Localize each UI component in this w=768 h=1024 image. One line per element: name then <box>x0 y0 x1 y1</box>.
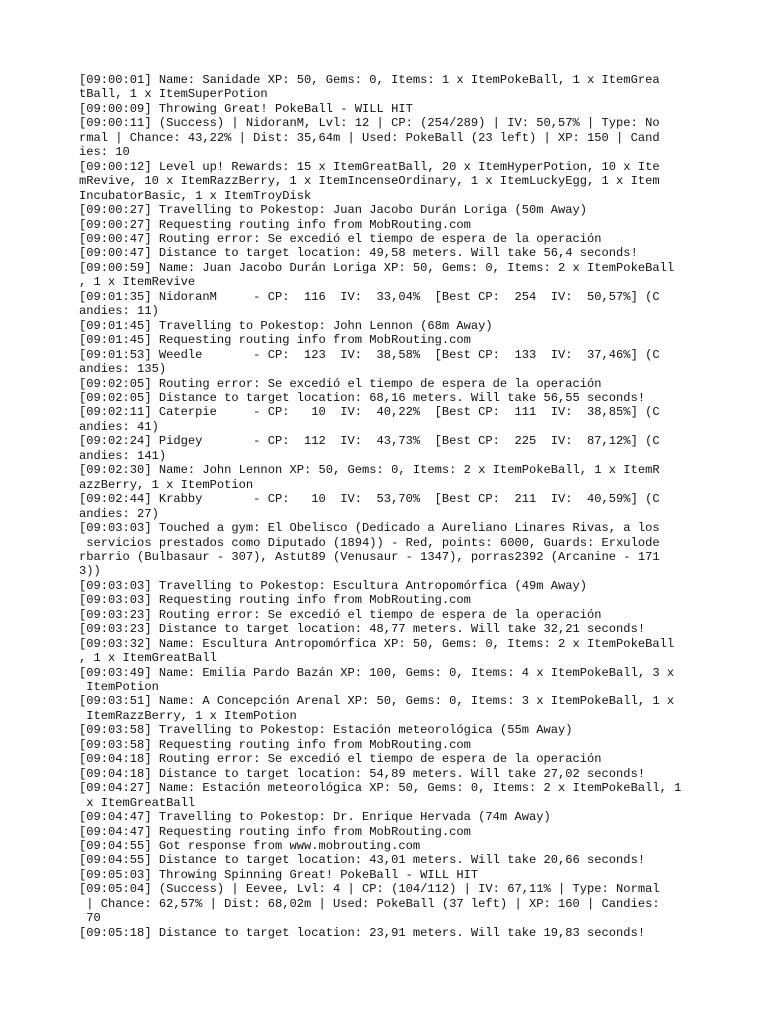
log-line: servicios prestados como Diputado (1894)) - Red, points: 6000, Guards: Erxulode <box>79 535 660 550</box>
log-line: andies: 41) <box>79 419 159 434</box>
log-line: [09:03:03] Touched a gym: El Obelisco (Dedicado a Aureliano Linares Rivas, a los <box>79 521 660 536</box>
log-line: [09:02:05] Routing error: Se excedió el tiempo de espera de la operación <box>79 376 602 391</box>
log-line: 70 <box>79 911 101 926</box>
log-line: [09:05:04] (Success) | Eevee, Lvl: 4 | CP: (104/112) | IV: 67,11% | Type: Normal <box>79 882 660 897</box>
log-line: [09:04:18] Routing error: Se excedió el tiempo de espera de la operación <box>79 752 602 767</box>
log-line: [09:01:45] Travelling to Pokestop: John Lennon (68m Away) <box>79 318 493 333</box>
log-line: [09:03:51] Name: A Concepción Arenal XP: 50, Gems: 0, Items: 3 x ItemPokeBall, 1 x <box>79 694 675 709</box>
log-line: andies: 27) <box>79 506 159 521</box>
log-line: [09:02:30] Name: John Lennon XP: 50, Gems: 0, Items: 2 x ItemPokeBall, 1 x ItemR <box>79 463 660 478</box>
log-line: [09:02:24] Pidgey - CP: 112 IV: 43,73% [Best CP: 225 IV: 87,12%] (C <box>79 434 660 449</box>
log-line: [09:04:27] Name: Estación meteorológica XP: 50, Gems: 0, Items: 2 x ItemPokeBall, 1 <box>79 781 682 796</box>
log-line: [09:01:45] Requesting routing info from MobRouting.com <box>79 333 471 348</box>
log-line: [09:00:47] Routing error: Se excedió el tiempo de espera de la operación <box>79 231 602 246</box>
log-line: ItemRazzBerry, 1 x ItemPotion <box>79 708 297 723</box>
log-line: [09:03:32] Name: Escultura Antropomórfica XP: 50, Gems: 0, Items: 2 x ItemPokeBall <box>79 636 675 651</box>
console-log <box>79 73 719 940</box>
log-line: tBall, 1 x ItemSuperPotion <box>79 87 268 102</box>
log-line: [09:02:05] Distance to target location: 68,16 meters. Will take 56,55 seconds! <box>79 390 646 405</box>
log-line: [09:00:01] Name: Sanidade XP: 50, Gems: 0, Items: 1 x ItemPokeBall, 1 x ItemGrea <box>79 73 660 87</box>
log-line: 3)) <box>79 564 101 579</box>
log-line: azzBerry, 1 x ItemPotion <box>79 477 254 492</box>
log-line: mRevive, 10 x ItemRazzBerry, 1 x ItemIncenseOrdinary, 1 x ItemLuckyEgg, 1 x Item <box>79 174 660 189</box>
log-line: ies: 10 <box>79 145 130 160</box>
log-line: andies: 135) <box>79 362 167 377</box>
log-line: andies: 11) <box>79 304 159 319</box>
log-line: [09:04:55] Distance to target location: 43,01 meters. Will take 20,66 seconds! <box>79 853 646 868</box>
log-line: andies: 141) <box>79 448 167 463</box>
log-line: IncubatorBasic, 1 x ItemTroyDisk <box>79 188 312 203</box>
log-line: [09:04:18] Distance to target location: 54,89 meters. Will take 27,02 seconds! <box>79 766 646 781</box>
log-line: [09:03:03] Requesting routing info from MobRouting.com <box>79 593 471 608</box>
log-line: ItemPotion <box>79 680 159 695</box>
log-line: [09:03:23] Routing error: Se excedió el tiempo de espera de la operación <box>79 607 602 622</box>
log-line: rbarrio (Bulbasaur - 307), Astut89 (Venusaur - 1347), porras2392 (Arcanine - 171 <box>79 549 660 564</box>
log-line: [09:04:47] Requesting routing info from MobRouting.com <box>79 824 471 839</box>
log-line: , 1 x ItemRevive <box>79 275 196 290</box>
log-line: [09:00:27] Travelling to Pokestop: Juan Jacobo Durán Loriga (50m Away) <box>79 203 588 218</box>
log-line: , 1 x ItemGreatBall <box>79 651 217 666</box>
log-line: [09:01:35] NidoranM - CP: 116 IV: 33,04% [Best CP: 254 IV: 50,57%] (C <box>79 289 660 304</box>
log-line: [09:01:53] Weedle - CP: 123 IV: 38,58% [Best CP: 133 IV: 37,46%] (C <box>79 347 660 362</box>
log-line: [09:03:23] Distance to target location: 48,77 meters. Will take 32,21 seconds! <box>79 622 646 637</box>
log-line: x ItemGreatBall <box>79 795 196 810</box>
log-line: [09:03:58] Requesting routing info from MobRouting.com <box>79 737 471 752</box>
log-line: [09:05:18] Distance to target location: 23,91 meters. Will take 19,83 seconds! <box>79 925 646 940</box>
log-line: [09:04:55] Got response from www.mobrouting.com <box>79 839 421 854</box>
log-line: [09:02:11] Caterpie - CP: 10 IV: 40,22% [Best CP: 111 IV: 38,85%] (C <box>79 405 660 420</box>
log-line: [09:00:59] Name: Juan Jacobo Durán Loriga XP: 50, Gems: 0, Items: 2 x ItemPokeBall <box>79 260 675 275</box>
log-line: | Chance: 62,57% | Dist: 68,02m | Used: PokeBall (37 left) | XP: 160 | Candies: <box>79 896 660 911</box>
log-line: [09:00:27] Requesting routing info from MobRouting.com <box>79 217 471 232</box>
log-line: [09:03:03] Travelling to Pokestop: Escultura Antropomórfica (49m Away) <box>79 578 588 593</box>
log-line: rmal | Chance: 43,22% | Dist: 35,64m | Used: PokeBall (23 left) | XP: 150 | Cand <box>79 130 660 145</box>
log-line: [09:05:03] Throwing Spinning Great! PokeBall - WILL HIT <box>79 867 479 882</box>
log-line: [09:03:49] Name: Emilia Pardo Bazán XP: 100, Gems: 0, Items: 4 x ItemPokeBall, 3 x <box>79 665 675 680</box>
log-line: [09:04:47] Travelling to Pokestop: Dr. Enrique Hervada (74m Away) <box>79 810 551 825</box>
log-line: [09:00:47] Distance to target location: 49,58 meters. Will take 56,4 seconds! <box>79 246 638 261</box>
log-line: [09:00:12] Level up! Rewards: 15 x ItemGreatBall, 20 x ItemHyperPotion, 10 x Ite <box>79 159 660 174</box>
log-line: [09:00:09] Throwing Great! PokeBall - WILL HIT <box>79 101 413 116</box>
log-line: [09:03:58] Travelling to Pokestop: Estación meteorológica (55m Away) <box>79 723 573 738</box>
log-line: [09:00:11] (Success) | NidoranM, Lvl: 12 | CP: (254/289) | IV: 50,57% | Type: No <box>79 116 660 131</box>
log-line: [09:02:44] Krabby - CP: 10 IV: 53,70% [Best CP: 211 IV: 40,59%] (C <box>79 492 660 507</box>
